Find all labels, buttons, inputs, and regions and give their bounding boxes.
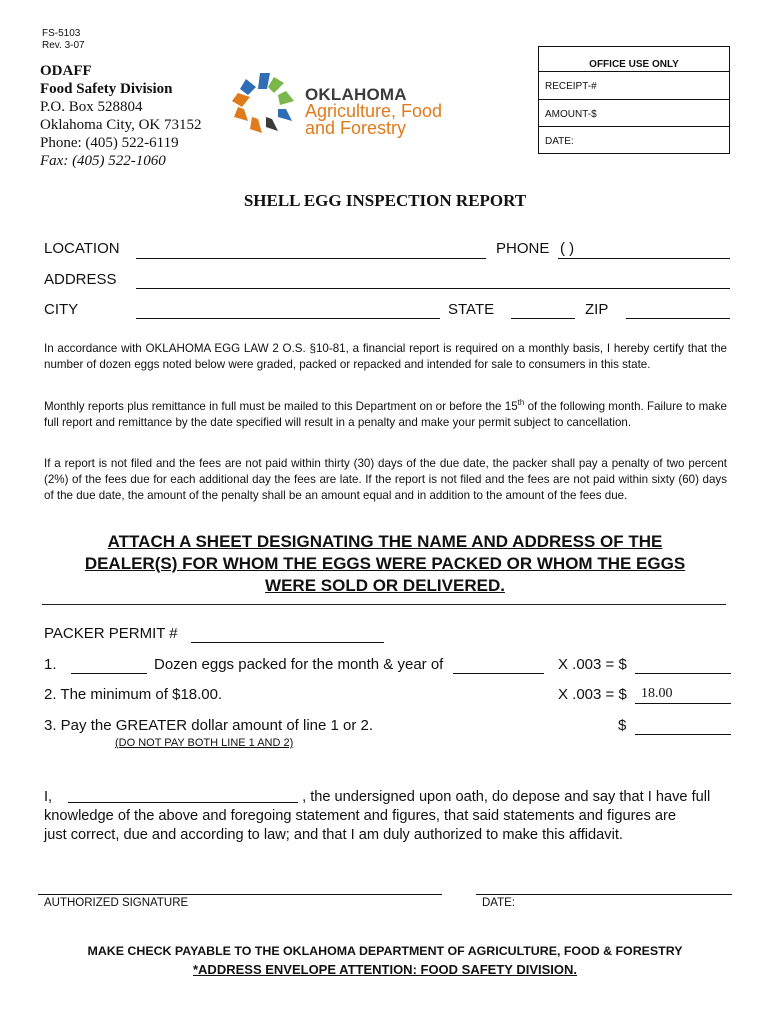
location-input[interactable]	[136, 258, 486, 259]
footer-envelope-attention: *ADDRESS ENVELOPE ATTENTION: FOOD SAFETY DIVISION.	[192, 962, 578, 977]
oath-prefix: I,	[44, 789, 53, 805]
line1-number: 1.	[44, 656, 57, 673]
oath-name-input[interactable]	[68, 788, 298, 803]
oath-text-1: , the undersigned upon oath, do depose and say that I have full	[302, 789, 711, 805]
section-divider	[42, 604, 726, 605]
zip-input[interactable]	[626, 318, 730, 319]
attach-line-3: WERE SOLD OR DELIVERED.	[265, 576, 505, 595]
phone-input[interactable]	[558, 258, 730, 259]
line1-amount-input[interactable]	[635, 673, 731, 674]
signature-label: AUTHORIZED SIGNATURE	[44, 897, 189, 909]
signature-date-input[interactable]	[476, 894, 732, 895]
office-division: Food Safety Division	[40, 81, 173, 97]
line2-text: 2. The minimum of $18.00.	[44, 686, 223, 703]
line1-text: Dozen eggs packed for the month & year of	[154, 656, 444, 673]
form-number-block	[42, 28, 85, 52]
logo-line-forestry: and Forestry	[305, 118, 407, 138]
line3-dollar: $	[618, 717, 627, 734]
state-input[interactable]	[511, 318, 575, 319]
form-revision: Rev. 3-07	[42, 40, 85, 51]
footer-check-payable: MAKE CHECK PAYABLE TO THE OKLAHOMA DEPARTMENT OF AGRICULTURE, FOOD & FORESTRY	[87, 944, 683, 958]
state-label: STATE	[448, 301, 495, 318]
line2-amount-field	[635, 703, 731, 704]
office-use-title: OFFICE USE ONLY	[539, 47, 729, 72]
paragraph-monthly-b: of the following month. Failure to make full report and remittance by the date specified will result in a penalty and make your permit subject to cancellation.	[44, 399, 727, 429]
paragraph-monthly-reports	[44, 395, 727, 431]
signature-date-label: DATE:	[482, 897, 516, 909]
logo-line-agriculture: Agriculture, Food	[305, 101, 443, 121]
office-phone: Phone: (405) 522-6119	[40, 135, 179, 151]
office-fax: Fax: (405) 522-1060	[40, 153, 166, 169]
attach-line-1: ATTACH A SHEET DESIGNATING THE NAME AND ADDRESS OF THE	[107, 532, 663, 551]
address-input[interactable]	[136, 288, 730, 289]
office-use-box	[538, 46, 730, 154]
office-address	[40, 62, 202, 170]
attach-sheet-notice	[0, 531, 770, 597]
line3-note: (DO NOT PAY BOTH LINE 1 AND 2)	[115, 737, 294, 749]
line3-text: 3. Pay the GREATER dollar amount of line 1 or 2.	[44, 717, 374, 734]
line2-amount-value: 18.00	[641, 686, 673, 701]
logo-wordmark	[305, 86, 442, 137]
page-title: SHELL EGG INSPECTION REPORT	[243, 191, 527, 210]
oath-text-2: knowledge of the above and foregoing statement and figures, that said statements and figures are	[44, 808, 676, 824]
city-input[interactable]	[136, 318, 440, 319]
line1-rate: X .003 = $	[558, 656, 627, 673]
line2-rate: X .003 = $	[558, 686, 627, 703]
signature-input[interactable]	[38, 894, 442, 895]
amount-field[interactable]	[539, 100, 729, 127]
amount-label: AMOUNT-$	[545, 109, 597, 120]
paragraph-penalty: If a report is not filed and the fees are not paid within thirty (30) days of the due date, the packer shall pay a penalty of two percent (2%) of the fees due for each additional day the fees are late. If the report is not filed and the fees are not paid within sixty (60) days of the due date, the amount of the penalty shall be an amount equal and in addition to the amount of the fees due.	[44, 457, 727, 502]
paragraph-monthly-a: Monthly reports plus remittance in full must be mailed to this Department on or before the 15	[44, 399, 518, 413]
office-city: Oklahoma City, OK 73152	[40, 117, 202, 133]
line3-amount-input[interactable]	[635, 734, 731, 735]
office-date-label: DATE:	[545, 136, 574, 147]
receipt-label: RECEIPT-#	[545, 81, 597, 92]
oath-text-3: just correct, due and according to law; and that I am duly authorized to make this affidavit.	[44, 827, 623, 843]
receipt-field[interactable]	[539, 72, 729, 100]
office-po-box: P.O. Box 528804	[40, 99, 143, 115]
zip-label: ZIP	[585, 301, 609, 318]
phone-area-code: ( )	[560, 240, 575, 257]
packer-permit-input[interactable]	[191, 642, 384, 643]
packer-permit-label: PACKER PERMIT #	[44, 625, 178, 642]
office-name: ODAFF	[40, 63, 92, 79]
paragraph-monthly-sup: th	[517, 398, 525, 407]
phone-label: PHONE	[496, 240, 550, 257]
office-date-field[interactable]	[539, 127, 729, 154]
city-label: CITY	[44, 301, 79, 318]
address-label: ADDRESS	[44, 271, 117, 288]
month-year-input[interactable]	[453, 673, 544, 674]
form-number: FS-5103	[42, 28, 81, 39]
attach-line-2: DEALER(S) FOR WHOM THE EGGS WERE PACKED OR WHOM THE EGGS	[84, 554, 686, 573]
location-label: LOCATION	[44, 240, 120, 257]
dozen-eggs-input[interactable]	[71, 673, 147, 674]
paragraph-egg-law: In accordance with OKLAHOMA EGG LAW 2 O.S. §10-81, a financial report is required on a monthly basis, I hereby certify that the number of dozen eggs noted below were graded, packed or repacked and intended for sale to consumers in this state.	[44, 342, 727, 371]
oath-statement	[44, 788, 734, 845]
oklahoma-agriculture-star-logo-icon	[228, 70, 300, 136]
logo-line-oklahoma: OKLAHOMA	[305, 85, 407, 104]
footer-envelope-wrap	[0, 962, 770, 977]
